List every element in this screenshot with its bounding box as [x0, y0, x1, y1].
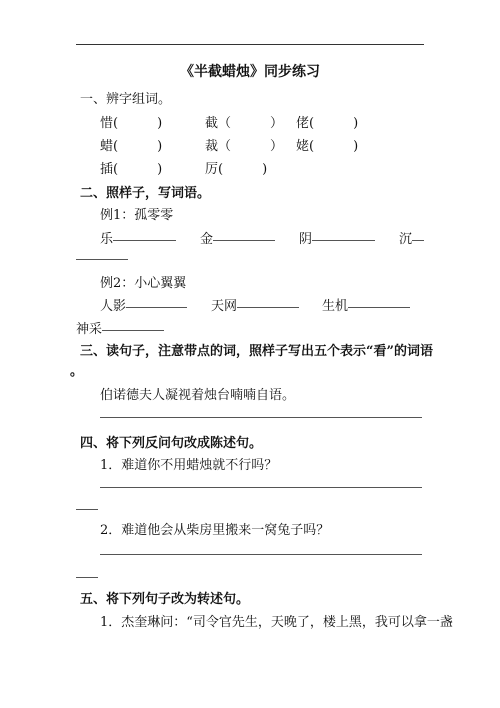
section-5-heading: 五、将下列句子改为转述句。 — [80, 592, 250, 607]
answer-blank[interactable] — [76, 259, 128, 260]
word-prompt: 阴 — [299, 232, 313, 247]
section-1-heading: 一、辨字组词。 — [80, 92, 172, 107]
section-3-heading: 三、读句子，注意带点的词，照样子写出五个表示“看”的词语 — [80, 344, 433, 359]
page-title: 《半截蜡烛》同步练习 — [180, 64, 320, 80]
answer-blank[interactable] — [312, 240, 375, 241]
reading-sentence: 伯诺德夫人凝视着烛台喃喃自语。 — [100, 388, 296, 403]
question-item: 1．难道你不用蜡烛就不行吗？ — [100, 458, 278, 473]
answer-blank[interactable] — [113, 240, 176, 241]
word-prompt: 金 — [200, 232, 214, 247]
word-prompt: 神采 — [76, 322, 103, 337]
word-group-item: 蜡( ) — [100, 139, 163, 154]
answer-blank[interactable] — [348, 307, 410, 308]
word-group-item: 佬( ) — [296, 116, 359, 131]
answer-line[interactable] — [76, 577, 98, 578]
question-item: 2．难道他会从柴房里搬来一窝兔子吗？ — [100, 523, 330, 538]
word-group-item: 插( ) — [100, 162, 163, 177]
word-prompt: 沉 — [399, 232, 413, 247]
question-item: 1．杰奎琳问：“司令官先生，天晚了，楼上黑，我可以拿一盏 — [100, 615, 453, 630]
word-prompt: 人影 — [100, 299, 127, 314]
answer-line[interactable] — [76, 509, 98, 510]
word-prompt: 乐 — [100, 232, 114, 247]
word-prompt: 生机 — [322, 299, 349, 314]
word-group-item: 惜( ) — [100, 116, 163, 131]
answer-blank[interactable] — [213, 240, 275, 241]
example-1: 例1：孤零零 — [100, 208, 174, 223]
word-prompt: 天网 — [211, 299, 238, 314]
word-group-item: 厉( ) — [205, 162, 268, 177]
answer-line[interactable] — [100, 554, 422, 555]
header-rule — [76, 44, 424, 45]
section-2-heading: 二、照样子，写词语。 — [80, 186, 211, 201]
word-group-item: 姥( ) — [296, 139, 359, 154]
example-2: 例2：小心翼翼 — [100, 276, 187, 291]
answer-blank[interactable] — [102, 330, 164, 331]
section-3-heading-tail: 。 — [70, 364, 84, 379]
word-group-item: 裁（ ） — [205, 139, 284, 154]
answer-blank[interactable] — [126, 307, 187, 308]
answer-blank[interactable] — [237, 307, 299, 308]
section-4-heading: 四、将下列反问句改成陈述句。 — [80, 436, 263, 451]
answer-line[interactable] — [100, 487, 422, 488]
answer-blank[interactable] — [412, 240, 424, 241]
answer-line[interactable] — [100, 417, 422, 418]
word-group-item: 截（ ） — [205, 116, 284, 131]
